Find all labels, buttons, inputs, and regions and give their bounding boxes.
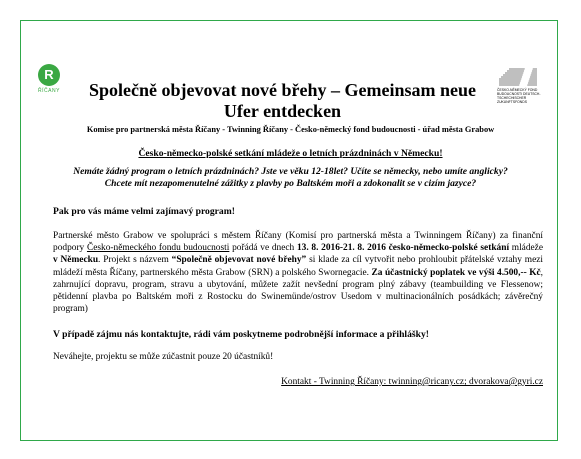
body-text: Partnerské město Grabow ve spolupráci s městem Říčany (Komisí pro partnerská města a Twinningem Říčany) za finanční podpory	[53, 231, 543, 254]
future-fund-logo-mark	[497, 66, 551, 88]
body-paragraph	[53, 230, 543, 315]
ricany-logo	[36, 64, 62, 94]
question-line: Nemáte žádný program o letních prázdninách? Jste ve věku 12-18let? Učíte se německy, nebo umíte anglicky?	[73, 166, 508, 177]
fund-link[interactable]: Česko-německého fondu budoucnosti	[86, 243, 230, 254]
future-fund-logo-text: ČESKO-NĚMECKÝ FOND BUDOUCNOSTI DEUTSCH-TSCHECHISCHER ZUKUNFTSFONDS	[497, 88, 541, 104]
contact-line[interactable]: Kontakt - Twinning Říčany: twinning@ricany.cz; dvorakova@gyri.cz	[281, 377, 543, 387]
future-fund-logo	[497, 66, 551, 104]
body-text: . Projekt s názvem	[98, 255, 172, 266]
body-text: , zahrnující dopravu, program, stravu a ubytování, můžete zažít nevšední program plný zábavy (teambuilding ve Flessenow; pětidenní plavba po Baltském moři z Rostocku do Swinemünde/ostrov Usedom v multinacionálních posádkách; závěrečný program)	[53, 267, 543, 315]
lead-text: Pak pro vás máme velmi zajímavý program!	[53, 206, 235, 217]
question-line: Chcete mít nezapomenutelné zážitky z plavby po Baltském moři a zdokonalit se v cizím jazyce?	[104, 178, 477, 189]
questions-block	[30, 166, 551, 190]
body-text: si klade za cíl vytvořit nebo prohloubit přátelské vztahy mezi mládeží města Říčany, partnerského města Grabow (SRN) a polského Swornegacie.	[53, 255, 543, 278]
organizers-line: Komise pro partnerská města Říčany - Twinning Říčany - Česko-německý fond budoucnosti - úřad města Grabow	[86, 125, 495, 134]
contact-call: V případě zájmu nás kontaktujte, rádi vám poskytneme podrobnější informace a přihlášky!	[53, 329, 429, 340]
body-text: pořádá ve dnech	[229, 243, 297, 254]
event-country: v Německu	[53, 255, 99, 266]
event-dates: 13. 8. 2016-21. 8. 2016 česko-německo-polské setkání	[296, 243, 510, 254]
project-name: “Společně objevovat nové břehy”	[171, 255, 307, 266]
participation-fee: Za účastnický poplatek ve výši 4.500,-- Kč	[371, 267, 541, 278]
event-heading: Česko-německo-polské setkání mládeže o letních prázdninách v Německu!	[138, 148, 443, 159]
ricany-logo-mark: R	[38, 64, 60, 86]
body-text: mládeže	[509, 243, 544, 254]
ricany-logo-text: ŘÍČANY	[38, 88, 60, 94]
page-title: Společně objevovat nové břehy – Gemeinsam neue Ufer entdecken	[89, 80, 476, 121]
capacity-note: Neváhejte, projektu se může zúčastnit pouze 20 účastníků!	[53, 352, 274, 362]
